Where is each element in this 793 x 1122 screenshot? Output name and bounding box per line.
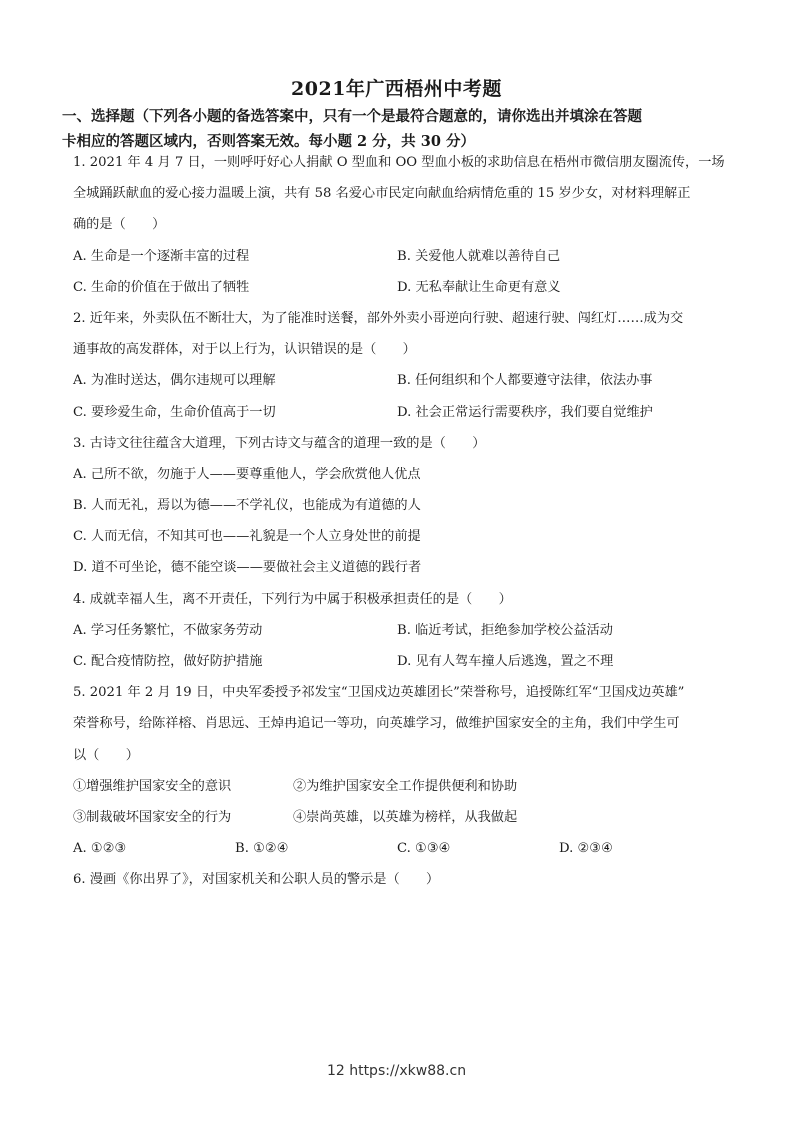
question-5-line-1: 5. 2021 年 2 月 19 日，中央军委授予祁发宝“卫国戍边英雄团长”荣誉称号，追授陈红军“卫国戍边英雄” — [73, 685, 685, 701]
section-heading-line-1: 一、选择题（下列各小题的备选答案中，只有一个是最符合题意的，请你选出并填涂在答题 — [62, 108, 642, 125]
question-5-statements-row-2 — [73, 810, 728, 841]
section-heading-line-2: 卡相应的答题区域内，否则答案无效。每小题 2 分，共 30 分） — [62, 133, 475, 150]
question-5-option-b: B. ①②④ — [235, 841, 289, 857]
question-3-option-b: B. 人而无礼，焉以为德——不学礼仪，也能成为有道德的人 — [73, 498, 421, 514]
question-4-option-c: C. 配合疫情防控，做好防护措施 — [73, 654, 263, 669]
question-5-line-2: 荣誉称号，给陈祥榕、肖思远、王焯冉追记一等功，向英雄学习，做维护国家安全的主角，我们中学生可 — [73, 716, 680, 732]
question-3-option-d: D. 道不可坐论，德不能空谈——要做社会主义道德的践行者 — [73, 560, 422, 576]
question-4-line-1: 4. 成就幸福人生，离不开责任，下列行为中属于积极承担责任的是（ ） — [73, 591, 512, 607]
question-1-options-row-2 — [73, 280, 728, 311]
question-4-option-a: A. 学习任务繁忙，不做家务劳动 — [73, 622, 263, 638]
question-1-option-a: A. 生命是一个逐渐丰富的过程 — [73, 248, 250, 264]
question-1-option-d: D. 无私奉献让生命更有意义 — [397, 279, 561, 295]
question-5-option-a: A. ①②③ — [73, 841, 127, 857]
question-3-line-1: 3. 古诗文往往蕴含大道理，下列古诗文与蕴含的道理一致的是（ ） — [73, 435, 486, 451]
question-5-statement-1: ①增强维护国家安全的意识 — [73, 778, 232, 794]
question-5-statement-3: ③制裁破坏国家安全的行为 — [73, 809, 232, 825]
question-5-statements-row-1 — [73, 779, 728, 810]
question-2-option-c: C. 要珍爱生命，生命价值高于一切 — [73, 404, 276, 420]
question-3-option-c: C. 人而无信，不知其可也——礼貌是一个人立身处世的前提 — [73, 529, 421, 545]
question-5-options-row — [73, 841, 728, 872]
question-4-options-row-2 — [73, 654, 728, 685]
question-1-line-2: 全城踊跃献血的爱心接力温暖上演，共有 58 名爱心市民定向献血给病情危重的 15 岁少女，对材料理解正 — [73, 186, 691, 202]
question-5-statement-4: ④崇尚英雄，以英雄为榜样，从我做起 — [293, 809, 518, 825]
page-footer: 12 https://xkw88.cn — [326, 1063, 467, 1079]
question-1-options-row-1 — [73, 249, 728, 280]
question-5-option-c: C. ①③④ — [397, 841, 451, 857]
question-4-options-row-1 — [73, 623, 728, 654]
question-1-line-1: 1. 2021 年 4 月 7 日，一则呼吁好心人捐献 O 型血和 OO 型血小板的求助信息在梧州市微信朋友圈流传，一场 — [73, 155, 725, 170]
question-2-option-d: D. 社会正常运行需要秩序，我们要自觉维护 — [397, 404, 653, 420]
question-4-option-b: B. 临近考试，拒绝参加学校公益活动 — [397, 622, 613, 638]
question-2-option-a: A. 为准时送达，偶尔违规可以理解 — [73, 373, 276, 389]
question-3-option-a: A. 己所不欲，勿施于人——要尊重他人，学会欣赏他人优点 — [73, 466, 421, 482]
question-5-statement-2: ②为维护国家安全工作提供便利和协助 — [293, 778, 518, 794]
question-2-option-b: B. 任何组织和个人都要遵守法律，依法办事 — [397, 373, 653, 389]
question-2-line-1: 2. 近年来，外卖队伍不断壮大，为了能准时送餐，部外外卖小哥逆向行驶、超速行驶、闯红灯……成为交 — [73, 310, 684, 326]
question-1-option-b: B. 关爱他人就难以善待自己 — [397, 248, 561, 264]
question-list — [73, 155, 728, 904]
question-5-option-d: D. ②③④ — [559, 841, 613, 857]
page-title: 2021年广西梧州中考题 — [291, 78, 502, 100]
question-4-option-d: D. 见有人驾车撞人后逃逸，置之不理 — [397, 654, 614, 669]
question-2-options-row-2 — [73, 405, 728, 436]
question-6-line-1: 6. 漫画《你出界了》，对国家机关和公职人员的警示是（ ） — [73, 872, 440, 888]
question-1-line-3: 确的是（ ） — [73, 217, 166, 233]
question-5-line-3: 以（ ） — [73, 747, 139, 763]
section-heading — [62, 104, 737, 154]
question-1-option-c: C. 生命的价值在于做出了牺牲 — [73, 279, 250, 295]
question-2-options-row-1 — [73, 373, 728, 404]
question-2-line-2: 通事故的高发群体，对于以上行为，认识错误的是（ ） — [73, 342, 416, 358]
